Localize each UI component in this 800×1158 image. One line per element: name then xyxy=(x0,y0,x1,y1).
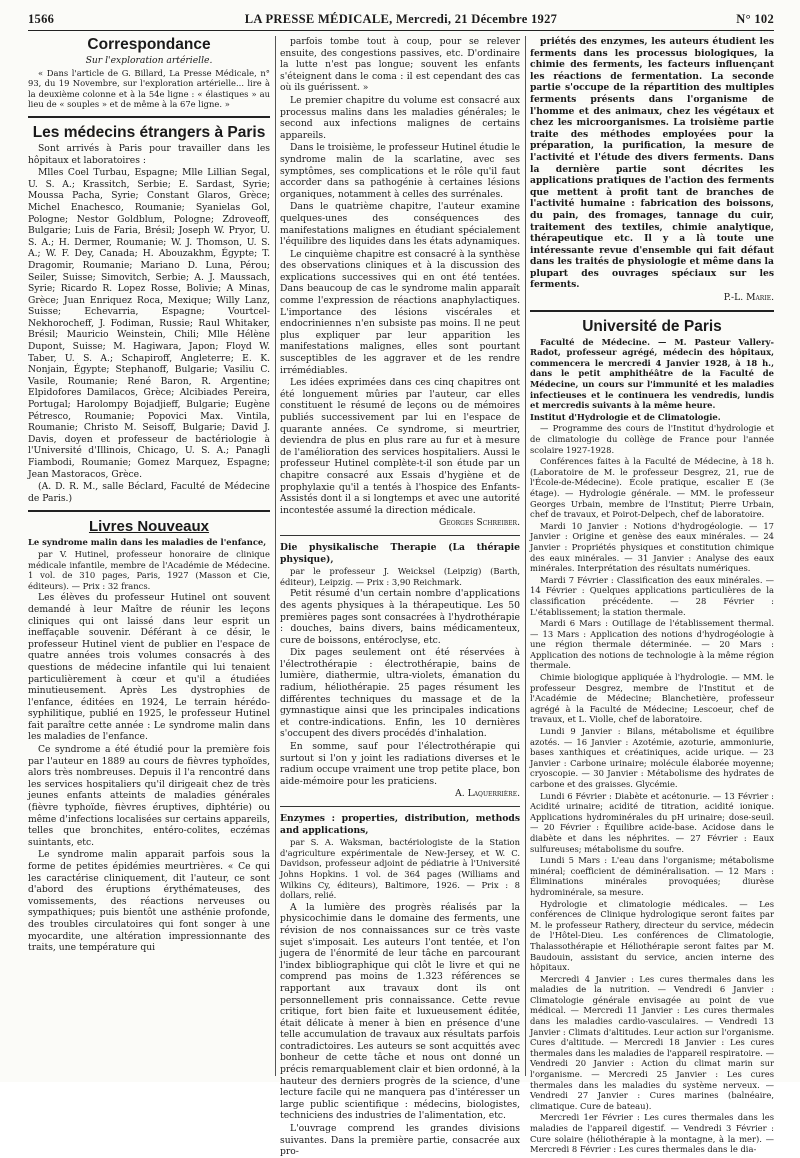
review-paragraph: parfois tombe tout à coup, pour se relever ensuite, des congestions passives, etc. D'ordinaire la lutte n'est pas longue; souvent les enfants s'éteignent dans le coma : il est cependant des cas où ils guérissent. » xyxy=(280,36,520,94)
review-paragraph: Les élèves du professeur Hutinel ont souvent demandé à leur Maître de réunir les leçons cliniques qui ont laissé dans leur esprit un ineffaçable souvenir. Déférant à ce désir, le professeur Hutinel vient de publier en l'espace de quatre années trois volumes consacrés à des questions de médecine infantile qui lui tenaient particulièrement à cœur et qu'il a étudiées minutieusement. Après Les dystrophies de l'enfance, éditées en 1924, Le terrain hérédo-syphilitique, publié en 1925, le professeur Hutinel fait paraître cette année : Le syndrome malin dans les maladies de l'enfance. xyxy=(28,592,270,743)
program-paragraph: Chimie biologique appliquée à l'hydrologie. — MM. le professeur Desgrez, membre de l'Institut et de l'Académie de Médecine; Blanchetière, professeur agrégé à la Faculté de Médecine; Lescoeur, chef de travaux, et L. Violle, chef de laboratoire. xyxy=(530,672,774,725)
review-paragraph: priétés des enzymes, les auteurs étudient les ferments dans les processus biologiques, la chimie des ferments, les facteurs influençant les réactions de fermentation. La seconde partie s'occupe de la répartition des multiples ferments présents dans l'organisme de l'homme et des animaux, chez les végétaux et chez les microorganismes. La troisième partie traite des méthodes employées pour la préparation, la purification, la mesure de l'activité et l'étude des divers ferments. Dans la dernière partie sont décrites les applications pratiques de l'action des ferments que mettent à profit tant de branches de l'activité humaine : fabrication des boissons, du pain, des fromages, tannage du cuir, traitement des textiles, chimie analytique, thérapeutique etc. Il y a là toute une intéressante revue d'ensemble qui fait défaut dans les traités de physiologie et même dans la plupart des ouvrages spéciaux sur les ferments. xyxy=(530,36,774,291)
journal-title: LA PRESSE MÉDICALE, Mercredi, 21 Décembre 1927 xyxy=(244,12,558,26)
review-paragraph: Le cinquième chapitre est consacré à la synthèse des observations cliniques et à la discussion des explications successives qui en ont été tentées. Dans beaucoup de cas le syndrome malin apparaît comme l'expression de réactions anaphylactiques. L'importance des lésions viscérales et endocriniennes n'en subsiste pas moins. Il ne peut plus expliquer par leur apparition les manifestations malignes, elles sont pourtant susceptibles de les aggraver et de les rendre irrémédiables. xyxy=(280,248,520,376)
section-rule xyxy=(280,806,520,807)
program-paragraph: Mercredi 4 Janvier : Les cures thermales dans les maladies de la nutrition. — Vendredi 6 Janvier : Climatologie générale envisagée au point de vue médical. — Mercredi 11 Janvier : Les cures thermales dans les maladies cardio-vasculaires. — Vendredi 13 Janvier : Climats d'altitudes. Leur action sur l'organisme. Cures d'altitude. — Mercredi 18 Janvier : Les cures thermales dans les maladies de l'appareil respiratoire. — Vendredi 20 Janvier : Action du climat marin sur l'organisme. — Mercredi 25 Janvier : Les cures thermales dans les maladies du système nerveux. — Vendredi 27 Janvier : Cures marines (balnéaire, climatique. Cure de bateau). xyxy=(530,973,774,1111)
page-number: 1566 xyxy=(28,12,55,26)
program-paragraph: Lundi 5 Mars : L'eau dans l'organisme; métabolisme minéral; coefficient de déminéralisation. — 12 Mars : Éliminations minérales provoquées; diurèse hydrominérale, sa mesure. xyxy=(530,855,774,897)
review-paragraph: Les idées exprimées dans ces cinq chapitres ont été longuement mûries par l'auteur, car elles constituent le résumé de leçons ou de mémoires publiés successivement par lui en l'espace de quarante années. Ce syndrome, si meurtrier, deviendra de plus en plus rare au fur et à mesure de l'amélioration des services hospitaliers. Aussi le professeur Hutinel complète-t-il son étude par un chapitre consacré aux Essais d'hygiène et de prophylaxie qu'il a tentés à l'hospice des Enfants-Assistés dont il a si longtemps et avec une autorité incontestée assumé la direction médicale. xyxy=(280,377,520,516)
medecins-intro: Sont arrivés à Paris pour travailler dans les hôpitaux et laboratoires : xyxy=(28,142,270,166)
review-paragraph: L'ouvrage comprend les grandes divisions suivantes. Dans la première partie, consacrée aux pro- xyxy=(280,1123,520,1158)
book-title: Le syndrome malin dans les maladies de l'enfance, xyxy=(28,537,267,548)
section-title-medecins: Les médecins étrangers à Paris xyxy=(32,123,266,141)
section-title-universite: Université de Paris xyxy=(582,317,722,335)
column-divider xyxy=(275,36,276,1076)
program-paragraph: Mardi 6 Mars : Outillage de l'établissement thermal. — 13 Mars : Application des notions d'hydrogéologie à une région thermale déterminée. — 20 Mars : Application des notions de technologie à la même région thermale. xyxy=(530,618,774,671)
review-paragraph: A la lumière des progrès réalisés par la physicochimie dans le domaine des ferments, une révision de nos connaissances sur ce très vaste sujet s'imposait. Les auteurs l'ont tentée, et l'on jugera de l'énormité de leur tâche en parcourant l'index bibliographique qui clôt le livre et qui ne comprend pas moins de 1.323 références se rapportant aux travaux dont ils ont personnellement pris connaissance. Cette revue critique, fort bien faite et luxueusement éditée, était délicate à mener à bien en présence d'une telle accumulation de travaux aux résultats parfois contradictoires. Les auteurs se sont acquittés avec bonheur de cette tâche et nous ont donné un précis remarquablement clair et bien ordonné, à la hauteur des derniers progrès de la science, d'une lecture facile qui ne manquera pas d'intéresser un large public scientifique : médecins, biologistes, techniciens des industries de l'alimentation, etc. xyxy=(280,901,520,1122)
section-rule xyxy=(280,535,520,536)
review-paragraph: Ce syndrome a été étudié pour la première fois par l'auteur en 1889 au cours de fièvres typhoïdes, alors très nombreuses. Depuis il l'a rencontré dans les services hospitaliers qu'il dirigeait chez de très jeunes enfants atteints de maladies générales (fièvre typhoïde, fièvres éruptives, diphtérie) ou même d'infections localisées sur certains appareils, telles que bronchites, entéro-colites, eczémas suintants, etc. xyxy=(28,744,270,848)
page-header xyxy=(28,6,774,30)
section-rule xyxy=(28,510,270,512)
program-paragraph: — Programme des cours de l'Institut d'hydrologie et de climatologie du collège de France pour l'année scolaire 1927-1928. xyxy=(530,423,774,455)
review-signature: P.-L. Marie. xyxy=(723,292,774,304)
review-paragraph: Dix pages seulement ont été réservées à l'électrothérapie : électrothérapie, bains de lumière, diathermie, ultra-violets, émanation du radium, héliothérapie. 25 pages résument les différentes techniques du massage et de la gymnastique ainsi que les principales indications et contre-indications. Enfin, les 10 dernières s'occupent des divers procédés d'inhalation. xyxy=(280,647,520,740)
book-reference: par S. A. Waksman, bactériologiste de la Station d'agriculture expérimentale de New-Jersey, et W. C. Davidson, professeur adjoint de pédiatrie à l'Université Johns Hopkins. 1 vol. de 364 pages (Williams and Wilkins Cy, éditeurs), Baltimore, 1926. — Prix : 8 dollars, relié. xyxy=(280,837,520,901)
section-rule xyxy=(530,310,774,312)
faculty-announcement: Faculté de Médecine. — M. Pasteur Vallery-Radot, professeur agrégé, médecin des hôpitaux, commencera le mercredi 4 Janvier 1928, à 18 h., dans le petit amphithéâtre de la Faculté de Médecine, un cours sur l'immunité et les maladies infectieuses et le continuera les vendredis, lundis et mercredis suivants à la même heure. xyxy=(530,336,774,411)
book-reference: par le professeur J. Weicksel (Leipzig) (Barth, éditeur), Leipzig. — Prix : 3,90 Reichmark. xyxy=(280,566,520,587)
review-paragraph: Dans le troisième, le professeur Hutinel étudie le syndrome malin de la scarlatine, avec ses symptômes, ses complications et le rôle qu'il faut accorder dans sa pathogénie à certaines lésions organiques, notamment à celles des surrénales. xyxy=(280,142,520,200)
institute-heading: Institut d'Hydrologie et de Climatologie. xyxy=(530,411,721,422)
medecins-list: Mlles Coel Turbau, Espagne; Mlle Lillian Segal, U. S. A.; Krassitch, Serbie; E. Sardast, Syrie; Moussa Pacha, Syrie; Constant Glaros, Grèce; Michel Enachesco, Roumanie; Syanielas Gol, Pologne; Nestor Goldblum, Pologne; Zdroveoff, Bulgarie; Luis de Faria, Brésil; Joseph W. Pryor, U. S. A.; H. Dermer, Roumanie; W. J. Thomson, U. S. A.; W. F. Dey, Canada; H. Abouzakhm, Égypte; T. Dragomir, Roumanie; Mariano D. Luna, Pérou; Seiler, Suisse; Simovitch, Serbie; A. J. Maussach, Syrie; Ricardo R. Lopez Rosse, Bolivie; A Minas, Grèce; Juan Enriquez Roca, Mexique; Willy Lanz, Suisse; Echevarria, Espagne; Vourtcel-Nekhorocheff, J. Fodiman, Russie; Raul Whitaker, Brésil; Mauricio Weinstein, Chili; Mlle Hélène Dupont, Suisse; M. Hagiwara, Japon; Floyd W. Taber, U. S. A.; Schapiroff, Angleterre; E. K. Nonjain, Égypte; Stephanoff, Bulgarie; Vasiliu C. Vasile, Roumanie; René Baron, R. Argentine; Elpidofores Damilacos, Grèce; Alcibiades Pereira, Portugal; Harolompy Bojadjieff, Bulgarie; Eugène Pétresco, Roumanie; Popovici Max. Vintila, Roumanie; Christo M. Seisoff, Bulgarie; David J. Davis, doyen et professeur de bactériologie à l'Université d'Illinois, Chicago, U. S. A.; Panagli Fiambodi, Roumanie; Gomez Marquez, Espagne; Jean Mastoracos, Grèce. xyxy=(28,167,270,480)
program-paragraph: Hydrologie et climatologie médicales. — Les conférences de Clinique hydrologique seront faites par M. le professeur Rathery, directeur du service, médecin de l'Hôtel-Dieu. Les conférences de Climatologie, Thalassothérapie et Héliothérapie seront faites par M. Baudouin, assistant du service, ancien interne des hôpitaux. xyxy=(530,898,774,973)
book-title: Die physikalische Therapie (La thérapie physique), xyxy=(280,541,520,565)
review-paragraph: Le syndrome malin apparait parfois sous la forme de petites épidémies meurtrières. « Ce qui les caractérise cliniquement, dit l'auteur, ce sont d'abord des éruptions érythémateuses, des vomissements, des réactions nerveuses ou sympathiques; puis bientôt une asthénie profonde, des troubles circulatoires qui font songer à une myocardite, une altération impressionnante des traits, une température qui xyxy=(28,849,270,954)
review-paragraph: Dans le quatrième chapitre, l'auteur examine quelques-unes des conséquences des manifestations malignes en étudiant spécialement l'équilibre des liquides dans les états adynamiques. xyxy=(280,201,520,248)
book-reference: par V. Hutinel, professeur honoraire de clinique médicale infantile, membre de l'Académie de Médecine. 1 vol. de 310 pages, Paris, 1927 (Masson et Cie, éditeurs). — Prix : 32 francs. xyxy=(28,548,270,591)
section-title-livres: Livres Nouveaux xyxy=(88,518,210,536)
review-paragraph: Petit résumé d'un certain nombre d'applications des agents physiques à la thérapeutique. Les 50 premières pages sont consacrées à l'hydrothérapie : douches, bains divers, bains médicamenteux, cure de boissons, entéroclyse, etc. xyxy=(280,588,520,646)
book-title: Enzymes : properties, distribution, methods and applications, xyxy=(280,813,520,836)
section-title-correspondance: Correspondance xyxy=(87,36,211,53)
correspondance-text: « Dans l'article de G. Billard, La Presse Médicale, n° 93, du 19 Novembre, sur l'exploration artérielle... lire à la deuxième colonne et à la 54e ligne : « élastiques » au lieu de « souples » et de même à la 67e ligne. » xyxy=(28,67,270,110)
review-signature: Georges Schreiber. xyxy=(439,517,520,529)
column-divider xyxy=(525,36,526,1076)
review-paragraph: Le premier chapitre du volume est consacré aux processus malins dans les maladies générales; le second aux infections malignes de certains appareils. xyxy=(280,94,520,141)
program-paragraph: Lundi 6 Février : Diabète et acétonurie. — 13 Février : Acidité urinaire; acidité de titration, acidité ionique. Applications hydrominérales du pH urinaire; dose-seuil. — 20 Février : Équilibre acide-base. Acidose dans le diabète et dans les néphrites. — 27 Février : Eaux sulfureuses; métabolisme du soufre. xyxy=(530,790,774,854)
program-paragraph: Conférences faites à la Faculté de Médecine, à 18 h. (Laboratoire de M. le professeur Desgrez, 21, rue de l'École-de-Médecine). École pratique, escalier E (3e étage). — Hydrologie générale. — MM. le professeur Georges Urbain, membre de l'Institut; Pierre Urbain, chef de travaux, et Poirot-Delpech, chef de laboratoire. xyxy=(530,456,774,520)
program-paragraph: Mercredi 1er Février : Les cures thermales dans les maladies de l'appareil digestif. — Vendredi 3 Février : Cure solaire (héliothérapie à la montagne, à la mer). — Mercredi 8 Février : Les cures thermales dans le dia- xyxy=(530,1112,774,1155)
program-paragraph: Mardi 10 Janvier : Notions d'hydrogéologie. — 17 Janvier : Origine et genèse des eaux minérales. — 24 Janvier : Propriétés physiques et constitution chimique des eaux minérales. — 31 Janvier : Analyse des eaux minérales. Interprétation des résultats numériques. xyxy=(530,520,774,574)
program-paragraph: Lundi 9 Janvier : Bilans, métabolisme et équilibre azotés. — 16 Janvier : Azotémie, azoturie, ammoniurie, bases xanthiques et créatiniques, acide urique. — 23 Janvier : Carbone urinaire; molécule élaborée moyenne; cryoscopie. — 30 Janvier : Métabolisme des hydrates de carbone et des graisses. Glycémie. xyxy=(530,726,774,789)
review-paragraph: En somme, sauf pour l'électrothérapie qui surtout si l'on y joint les radiations diverses et le radium occupe vraiment une trop petite place, bon aide-mémoire pour les praticiens. xyxy=(280,741,520,787)
column-2 xyxy=(280,36,520,1158)
issue-number: N° 102 xyxy=(736,12,774,26)
review-signature: A. Laquerrière. xyxy=(455,788,520,800)
medecins-address: (A. D. R. M., salle Béclard, Faculté de Médecine de Paris.) xyxy=(28,481,270,504)
column-3 xyxy=(530,36,774,1155)
column-1 xyxy=(28,36,270,1076)
section-subtitle: Sur l'exploration artérielle. xyxy=(85,55,213,66)
header-rule xyxy=(28,30,774,31)
section-rule xyxy=(28,116,270,118)
program-paragraph: Mardi 7 Février : Classification des eaux minérales. — 14 Février : Quelques applications particulières de la classification précédente. — 28 Février : L'établissement; la station thermale. xyxy=(530,574,774,617)
